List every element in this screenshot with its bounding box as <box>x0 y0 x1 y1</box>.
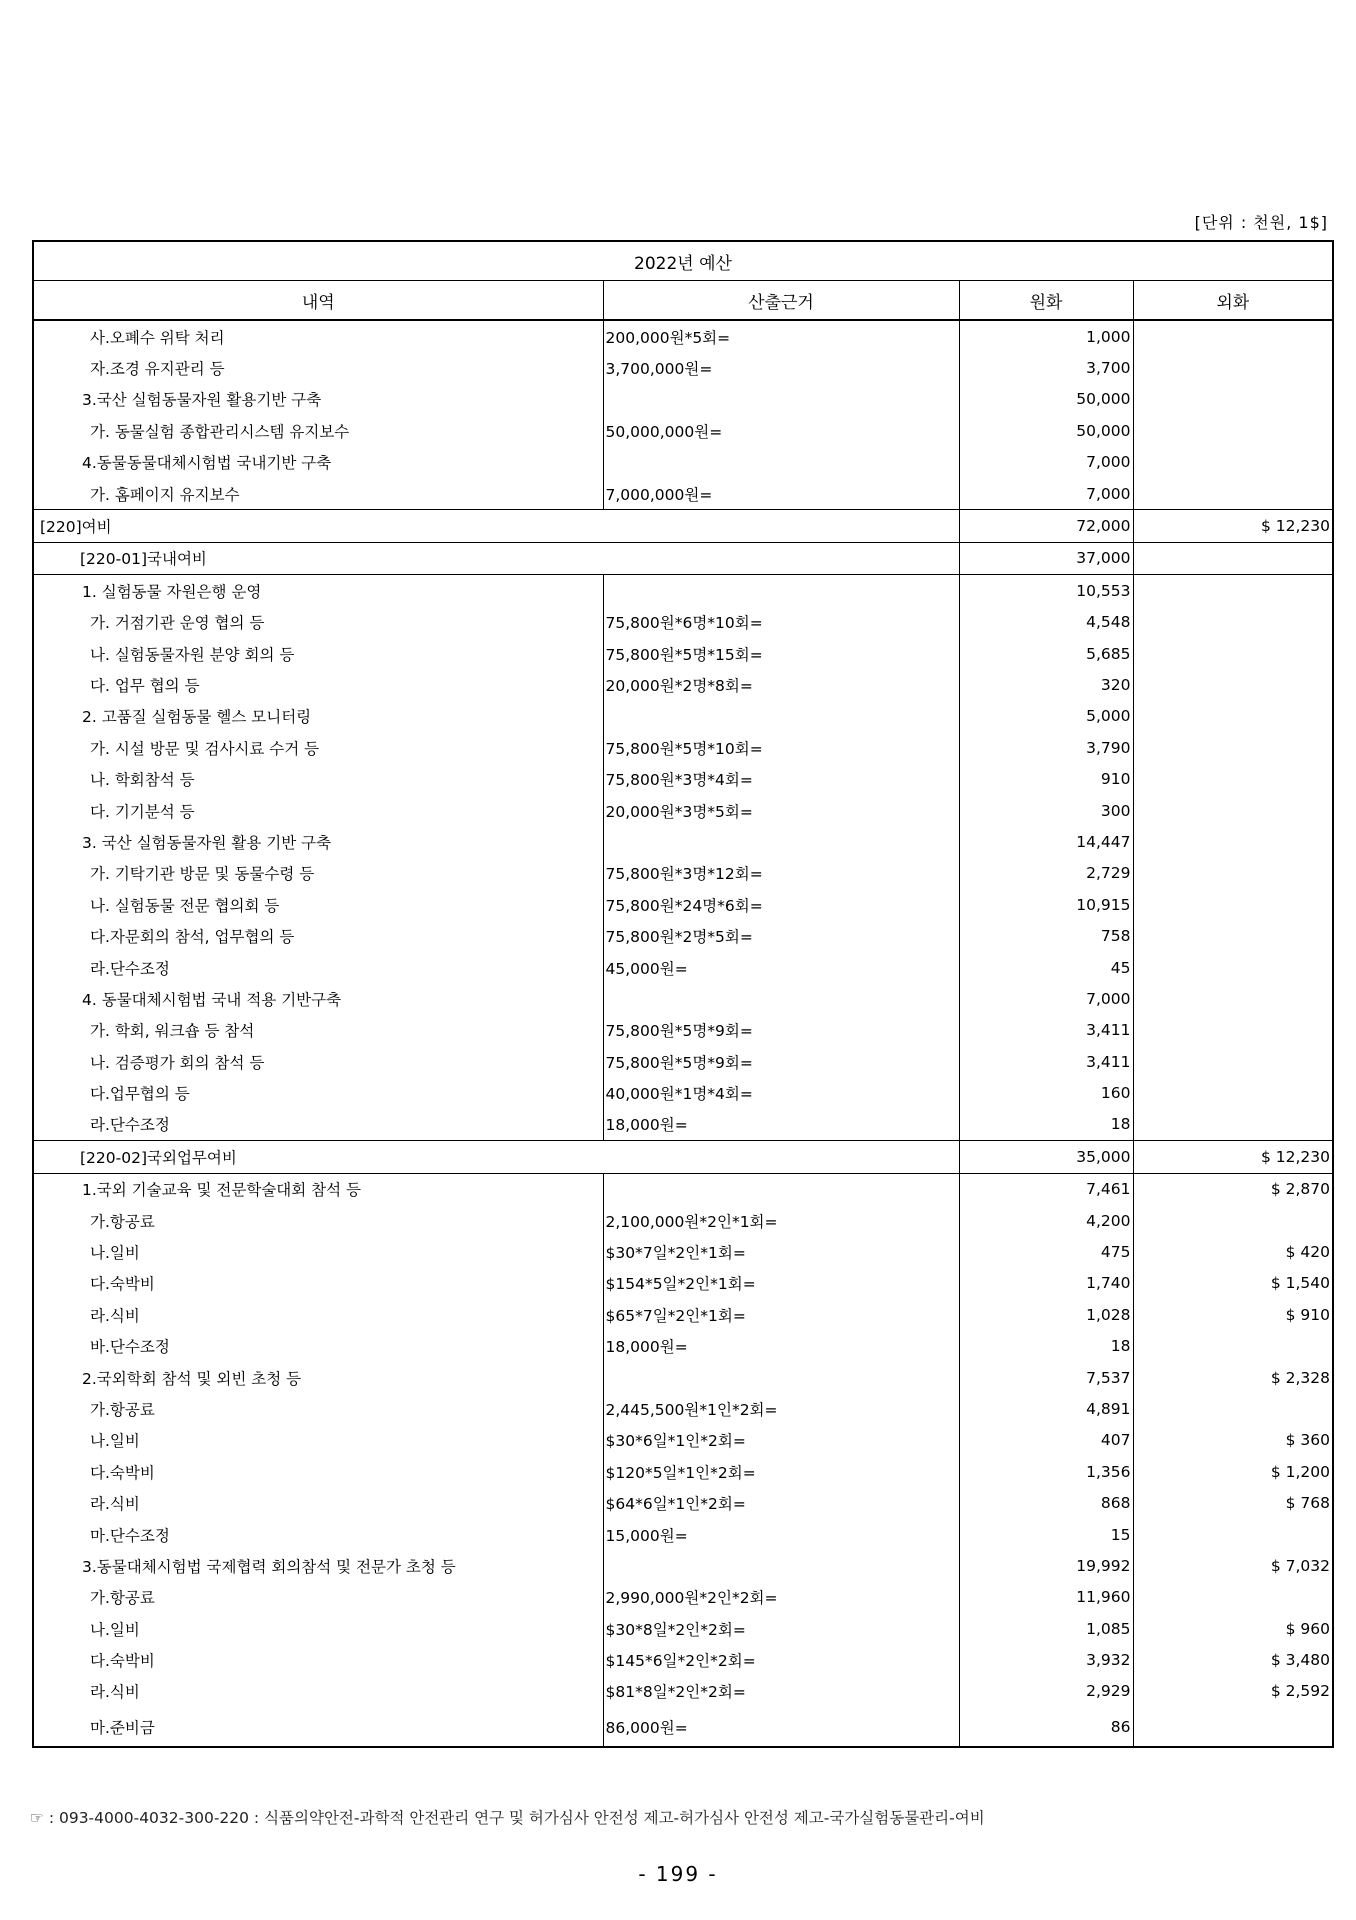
row-label: 라.식비 <box>33 1299 603 1330</box>
row-label: 라.식비 <box>33 1676 603 1707</box>
row-fx <box>1133 415 1333 446</box>
row-label: 라.식비 <box>33 1487 603 1518</box>
row-label: 마.단수조정 <box>33 1519 603 1550</box>
row-krw: 5,685 <box>959 638 1133 669</box>
row-basis <box>603 1173 959 1205</box>
table-row <box>33 478 1333 510</box>
row-basis: 2,445,500원*1인*2회= <box>603 1393 959 1424</box>
table-row <box>33 669 1333 700</box>
table-row <box>33 352 1333 383</box>
row-fx: $ 1,200 <box>1133 1456 1333 1487</box>
row-krw: 3,411 <box>959 1046 1133 1077</box>
header-krw: 원화 <box>959 281 1133 321</box>
row-basis: $120*5일*1인*2회= <box>603 1456 959 1487</box>
row-label: 사.오폐수 위탁 처리 <box>33 320 603 352</box>
page-number: - 199 - <box>638 1862 718 1886</box>
table-row <box>33 607 1333 638</box>
row-krw: 10,553 <box>959 575 1133 607</box>
row-krw: 160 <box>959 1077 1133 1108</box>
row-label: 가. 홈페이지 유지보수 <box>33 478 603 510</box>
row-krw: 1,356 <box>959 1456 1133 1487</box>
row-krw: 11,960 <box>959 1582 1133 1613</box>
row-basis: $30*6일*1인*2회= <box>603 1425 959 1456</box>
row-label: 자.조경 유지관리 등 <box>33 352 603 383</box>
row-basis: 40,000원*1명*4회= <box>603 1077 959 1108</box>
row-label: 가.항공료 <box>33 1205 603 1236</box>
table-row <box>33 320 1333 352</box>
row-fx: $ 768 <box>1133 1487 1333 1518</box>
row-label: [220-02]국외업무여비 <box>33 1141 959 1173</box>
row-basis: 75,800원*2명*5회= <box>603 920 959 951</box>
table-body <box>33 320 1333 1747</box>
table-row <box>33 1393 1333 1424</box>
row-label: 다.자문회의 참석, 업무협의 등 <box>33 920 603 951</box>
row-krw: 1,000 <box>959 320 1133 352</box>
table-row <box>33 826 1333 857</box>
row-basis <box>603 384 959 415</box>
table-row <box>33 920 1333 951</box>
row-basis: 2,990,000원*2인*2회= <box>603 1582 959 1613</box>
row-fx: $ 2,328 <box>1133 1362 1333 1393</box>
table-row <box>33 1046 1333 1077</box>
row-krw: 37,000 <box>959 542 1133 574</box>
row-krw: 1,028 <box>959 1299 1133 1330</box>
row-label: 가. 기탁기관 방문 및 동물수령 등 <box>33 858 603 889</box>
header-fx: 외화 <box>1133 281 1333 321</box>
row-krw: 4,891 <box>959 1393 1133 1424</box>
table-row <box>33 983 1333 1014</box>
row-krw: 18 <box>959 1331 1133 1362</box>
row-basis: 75,800원*6명*10회= <box>603 607 959 638</box>
header-item: 내역 <box>33 281 603 321</box>
row-krw: 86 <box>959 1707 1133 1747</box>
table-row <box>33 952 1333 983</box>
table-row <box>33 732 1333 763</box>
row-basis: 75,800원*5명*9회= <box>603 1046 959 1077</box>
row-basis: $64*6일*1인*2회= <box>603 1487 959 1518</box>
table-row <box>33 1077 1333 1108</box>
row-krw: 1,740 <box>959 1268 1133 1299</box>
row-krw: 3,700 <box>959 352 1133 383</box>
table-row <box>33 510 1333 542</box>
row-label: 다.숙박비 <box>33 1644 603 1675</box>
table-row <box>33 447 1333 478</box>
table-header-row <box>33 281 1333 321</box>
row-fx <box>1133 669 1333 700</box>
row-label: 1. 실험동물 자원은행 운영 <box>33 575 603 607</box>
row-fx <box>1133 478 1333 510</box>
row-label: 가. 동물실험 종합관리시스템 유지보수 <box>33 415 603 446</box>
table-row <box>33 1109 1333 1141</box>
row-fx: $ 960 <box>1133 1613 1333 1644</box>
row-label: 3.국산 실험동물자원 활용기반 구축 <box>33 384 603 415</box>
row-fx <box>1133 575 1333 607</box>
row-basis: 2,100,000원*2인*1회= <box>603 1205 959 1236</box>
row-krw: 407 <box>959 1425 1133 1456</box>
row-krw: 5,000 <box>959 701 1133 732</box>
row-basis <box>603 1362 959 1393</box>
row-basis: 18,000원= <box>603 1331 959 1362</box>
row-fx <box>1133 1582 1333 1613</box>
budget-code-note: ☞ : 093-4000-4032-300-220 : 식품의약안전-과학적 안전관리 연구 및 허가심사 안전성 제고-허가심사 안전성 제고-국가실험동물관리-여비 <box>30 1809 985 1827</box>
row-label: 나. 학회참석 등 <box>33 763 603 794</box>
row-krw: 7,000 <box>959 447 1133 478</box>
row-fx: $ 2,592 <box>1133 1676 1333 1707</box>
header-basis: 산출근거 <box>603 281 959 321</box>
row-label: 나. 실험동물 전문 협의회 등 <box>33 889 603 920</box>
row-basis: $154*5일*2인*1회= <box>603 1268 959 1299</box>
row-label: 다. 업무 협의 등 <box>33 669 603 700</box>
row-fx <box>1133 1077 1333 1108</box>
row-fx <box>1133 795 1333 826</box>
row-krw: 10,915 <box>959 889 1133 920</box>
table-row <box>33 1456 1333 1487</box>
row-label: 가. 시설 방문 및 검사시료 수거 등 <box>33 732 603 763</box>
row-basis: 200,000원*5회= <box>603 320 959 352</box>
row-krw: 7,461 <box>959 1173 1133 1205</box>
row-krw: 19,992 <box>959 1550 1133 1581</box>
row-fx <box>1133 607 1333 638</box>
row-basis: 75,800원*3명*12회= <box>603 858 959 889</box>
table-row <box>33 384 1333 415</box>
row-label: 2. 고품질 실험동물 헬스 모니터링 <box>33 701 603 732</box>
row-label: 4.동물동물대체시험법 국내기반 구축 <box>33 447 603 478</box>
table-row <box>33 858 1333 889</box>
row-basis <box>603 575 959 607</box>
row-krw: 45 <box>959 952 1133 983</box>
table-row <box>33 1141 1333 1173</box>
row-basis: 20,000원*2명*8회= <box>603 669 959 700</box>
table-row <box>33 415 1333 446</box>
table-row <box>33 638 1333 669</box>
row-basis: $81*8일*2인*2회= <box>603 1676 959 1707</box>
row-fx: $ 2,870 <box>1133 1173 1333 1205</box>
row-krw: 2,729 <box>959 858 1133 889</box>
row-basis <box>603 447 959 478</box>
row-label: 바.단수조정 <box>33 1331 603 1362</box>
row-label: 1.국외 기술교육 및 전문학술대회 참석 등 <box>33 1173 603 1205</box>
table-row <box>33 1015 1333 1046</box>
table-row <box>33 1644 1333 1675</box>
row-label: 나. 검증평가 회의 참석 등 <box>33 1046 603 1077</box>
row-fx <box>1133 920 1333 951</box>
row-basis: 75,800원*5명*15회= <box>603 638 959 669</box>
row-krw: 4,200 <box>959 1205 1133 1236</box>
row-basis: 75,800원*24명*6회= <box>603 889 959 920</box>
row-krw: 475 <box>959 1236 1133 1267</box>
table-row <box>33 1707 1333 1747</box>
row-label: [220-01]국내여비 <box>33 542 959 574</box>
table-title-row <box>33 241 1333 281</box>
row-label: 3. 국산 실험동물자원 활용 기반 구축 <box>33 826 603 857</box>
row-basis <box>603 1550 959 1581</box>
row-fx <box>1133 384 1333 415</box>
table-row <box>33 575 1333 607</box>
table-row <box>33 1205 1333 1236</box>
row-basis: 20,000원*3명*5회= <box>603 795 959 826</box>
row-label: 4. 동물대체시험법 국내 적용 기반구축 <box>33 983 603 1014</box>
table-row <box>33 795 1333 826</box>
row-basis: 75,800원*5명*10회= <box>603 732 959 763</box>
row-basis: 86,000원= <box>603 1707 959 1747</box>
row-fx: $ 12,230 <box>1133 510 1333 542</box>
row-fx <box>1133 1205 1333 1236</box>
row-fx <box>1133 542 1333 574</box>
row-krw: 7,000 <box>959 983 1133 1014</box>
table-row <box>33 1613 1333 1644</box>
row-basis: 75,800원*3명*4회= <box>603 763 959 794</box>
row-basis: 50,000,000원= <box>603 415 959 446</box>
row-label: 다.숙박비 <box>33 1268 603 1299</box>
row-label: 라.단수조정 <box>33 1109 603 1141</box>
row-label: 나. 실험동물자원 분양 회의 등 <box>33 638 603 669</box>
row-fx <box>1133 320 1333 352</box>
table-row <box>33 1268 1333 1299</box>
row-krw: 3,411 <box>959 1015 1133 1046</box>
row-fx: $ 3,480 <box>1133 1644 1333 1675</box>
row-krw: 3,790 <box>959 732 1133 763</box>
row-krw: 7,537 <box>959 1362 1133 1393</box>
row-label: 가.항공료 <box>33 1582 603 1613</box>
row-fx <box>1133 983 1333 1014</box>
table-row <box>33 1236 1333 1267</box>
table-row <box>33 1299 1333 1330</box>
row-basis: $30*7일*2인*1회= <box>603 1236 959 1267</box>
row-basis: 18,000원= <box>603 1109 959 1141</box>
row-label: 나.일비 <box>33 1613 603 1644</box>
row-basis: $145*6일*2인*2회= <box>603 1644 959 1675</box>
row-fx <box>1133 701 1333 732</box>
row-fx <box>1133 352 1333 383</box>
table-row <box>33 763 1333 794</box>
row-krw: 50,000 <box>959 415 1133 446</box>
table-row <box>33 1550 1333 1581</box>
row-label: 나.일비 <box>33 1236 603 1267</box>
row-basis: 7,000,000원= <box>603 478 959 510</box>
row-basis: $30*8일*2인*2회= <box>603 1613 959 1644</box>
row-krw: 868 <box>959 1487 1133 1518</box>
row-label: 3.동물대체시험법 국제협력 회의참석 및 전문가 초청 등 <box>33 1550 603 1581</box>
table-row <box>33 1173 1333 1205</box>
row-krw: 320 <box>959 669 1133 700</box>
row-basis <box>603 983 959 1014</box>
row-krw: 18 <box>959 1109 1133 1141</box>
row-fx <box>1133 638 1333 669</box>
row-label: 마.준비금 <box>33 1707 603 1747</box>
table-row <box>33 1487 1333 1518</box>
row-krw: 300 <box>959 795 1133 826</box>
row-label: 나.일비 <box>33 1425 603 1456</box>
row-fx <box>1133 1519 1333 1550</box>
table-title: 2022년 예산 <box>33 241 1333 281</box>
row-fx <box>1133 889 1333 920</box>
row-krw: 72,000 <box>959 510 1133 542</box>
row-label: 다.업무협의 등 <box>33 1077 603 1108</box>
table-row <box>33 1362 1333 1393</box>
row-krw: 1,085 <box>959 1613 1133 1644</box>
table-row <box>33 1331 1333 1362</box>
row-fx <box>1133 858 1333 889</box>
row-krw: 7,000 <box>959 478 1133 510</box>
row-fx <box>1133 763 1333 794</box>
row-fx <box>1133 1707 1333 1747</box>
row-fx <box>1133 447 1333 478</box>
row-label: 라.단수조정 <box>33 952 603 983</box>
unit-label: [단위 : 천원, 1$] <box>1194 213 1328 232</box>
row-label: 다.숙박비 <box>33 1456 603 1487</box>
table-row <box>33 1676 1333 1707</box>
row-basis <box>603 826 959 857</box>
row-fx <box>1133 1046 1333 1077</box>
row-fx: $ 910 <box>1133 1299 1333 1330</box>
table-row <box>33 701 1333 732</box>
budget-table <box>32 240 1334 1748</box>
table-row <box>33 542 1333 574</box>
row-krw: 15 <box>959 1519 1133 1550</box>
row-label: 가. 학회, 워크숍 등 참석 <box>33 1015 603 1046</box>
row-krw: 50,000 <box>959 384 1133 415</box>
row-fx: $ 1,540 <box>1133 1268 1333 1299</box>
row-fx <box>1133 1393 1333 1424</box>
row-label: 가. 거점기관 운영 협의 등 <box>33 607 603 638</box>
table-row <box>33 1519 1333 1550</box>
row-label: 다. 기기분석 등 <box>33 795 603 826</box>
row-fx <box>1133 952 1333 983</box>
row-fx: $ 12,230 <box>1133 1141 1333 1173</box>
row-label: [220]여비 <box>33 510 959 542</box>
row-label: 2.국외학회 참석 및 외빈 초청 등 <box>33 1362 603 1393</box>
table-row <box>33 1582 1333 1613</box>
row-krw: 35,000 <box>959 1141 1133 1173</box>
row-fx <box>1133 1109 1333 1141</box>
row-fx <box>1133 1015 1333 1046</box>
row-krw: 14,447 <box>959 826 1133 857</box>
row-fx <box>1133 732 1333 763</box>
row-basis: 45,000원= <box>603 952 959 983</box>
row-fx: $ 7,032 <box>1133 1550 1333 1581</box>
row-fx: $ 420 <box>1133 1236 1333 1267</box>
row-krw: 3,932 <box>959 1644 1133 1675</box>
row-krw: 4,548 <box>959 607 1133 638</box>
table-row <box>33 889 1333 920</box>
row-basis: 75,800원*5명*9회= <box>603 1015 959 1046</box>
row-basis <box>603 701 959 732</box>
row-krw: 758 <box>959 920 1133 951</box>
row-fx <box>1133 826 1333 857</box>
row-basis: 3,700,000원= <box>603 352 959 383</box>
row-krw: 2,929 <box>959 1676 1133 1707</box>
row-label: 가.항공료 <box>33 1393 603 1424</box>
row-fx: $ 360 <box>1133 1425 1333 1456</box>
row-fx <box>1133 1331 1333 1362</box>
row-krw: 910 <box>959 763 1133 794</box>
table-row <box>33 1425 1333 1456</box>
row-basis: $65*7일*2인*1회= <box>603 1299 959 1330</box>
row-basis: 15,000원= <box>603 1519 959 1550</box>
